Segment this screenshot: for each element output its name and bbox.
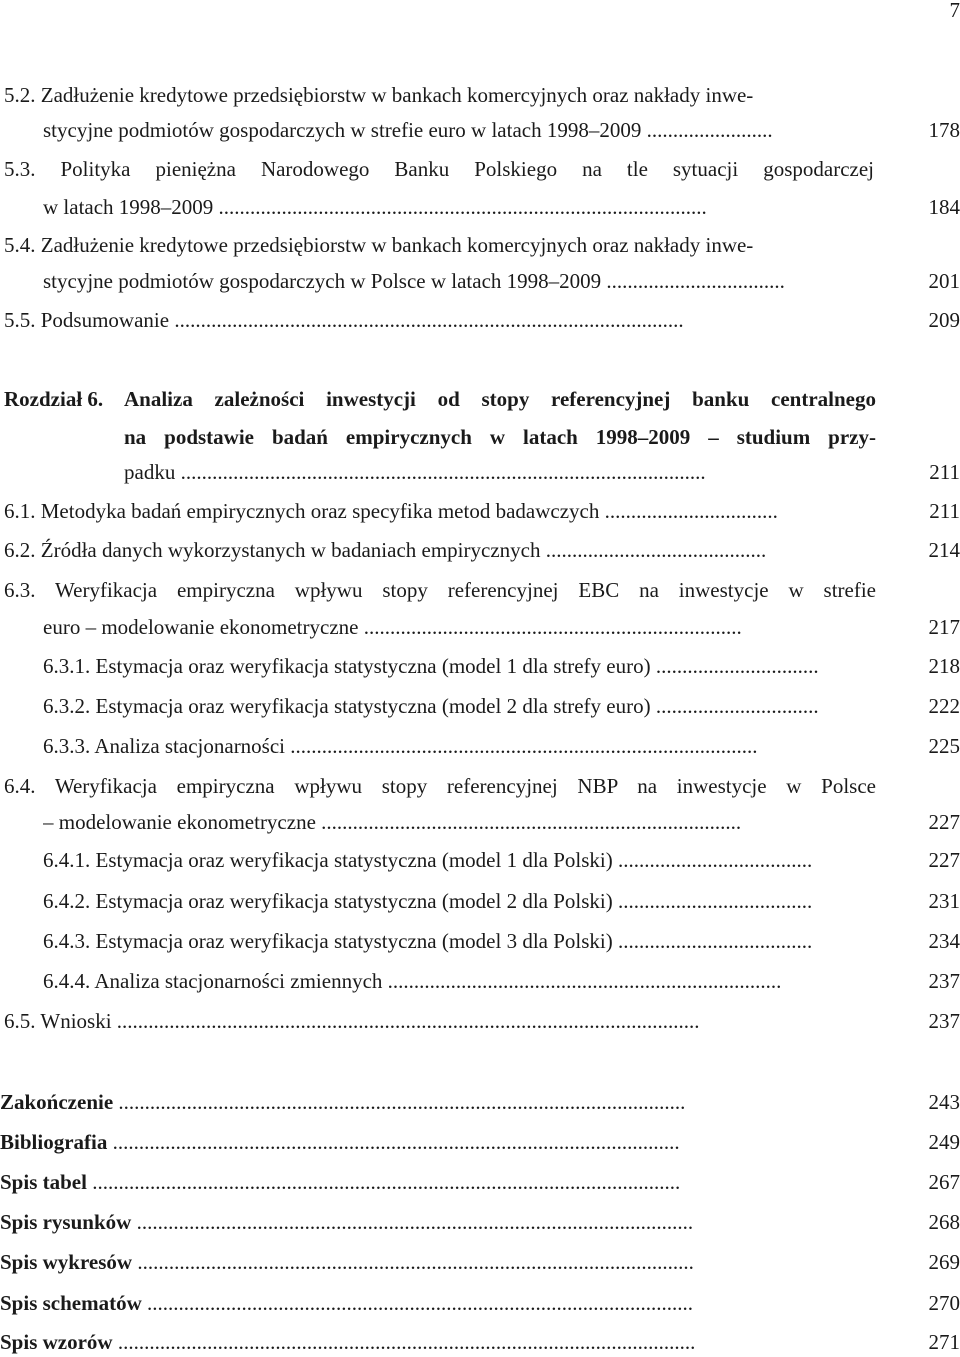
toc-entry-text: 5.4. Zadłużenie kredytowe przedsiębiorstw w bankach komercyjnych oraz nakłady inwe- xyxy=(4,233,754,257)
toc-entry-label: Zakończenie xyxy=(0,1090,114,1114)
toc-entry-text: euro – modelowanie ekonometryczne ........................................................................ xyxy=(43,615,742,639)
toc-entry-text: 6.2. Źródła danych wykorzystanych w badaniach empirycznych .......................................... xyxy=(4,538,767,562)
chapter-title: na podstawie badań empirycznych w latach 1998–2009 – studium przy- xyxy=(124,425,876,449)
toc-entry-6-4-1[interactable] xyxy=(0,845,960,875)
toc-entry-text xyxy=(0,1327,868,1357)
toc-entry-6-3-2[interactable] xyxy=(0,691,960,721)
toc-entry-text: 5.5. Podsumowanie ................................................................................................. xyxy=(4,308,684,332)
toc-bibliografia[interactable] xyxy=(0,1127,960,1157)
toc-page-number: 214 xyxy=(928,538,960,562)
toc-entry-5-2[interactable] xyxy=(0,80,960,110)
toc-page-number: 268 xyxy=(928,1210,960,1234)
toc-leader-dots: ................................................................................................................ xyxy=(92,1170,681,1194)
toc-entry-text: 6.3.1. Estymacja oraz weryfikacja statystyczna (model 1 dla strefy euro) ............................... xyxy=(43,654,819,678)
toc-entry-6-4-3[interactable] xyxy=(0,926,960,956)
toc-entry-text: w latach 1998–2009 ............................................................................................. xyxy=(43,195,707,219)
toc-entry-5-5[interactable] xyxy=(0,305,960,335)
toc-page-number: 237 xyxy=(928,1009,960,1033)
toc-entry-text: 6.4.1. Estymacja oraz weryfikacja statystyczna (model 1 dla Polski) ..................................... xyxy=(43,848,813,872)
toc-leader-dots: .............................................................................................................. xyxy=(117,1330,696,1354)
toc-leader-dots: ............................................................................................................ xyxy=(112,1130,680,1154)
toc-entry-5-3-cont[interactable] xyxy=(0,192,960,222)
toc-entry-text: – modelowanie ekonometryczne ................................................................................ xyxy=(43,810,742,834)
toc-chapter-6-cont[interactable] xyxy=(0,422,960,452)
toc-page-number: 227 xyxy=(928,810,960,834)
toc-page-number: 201 xyxy=(928,269,960,293)
toc-entry-5-4[interactable] xyxy=(0,230,960,260)
toc-entry-5-4-cont[interactable] xyxy=(0,266,960,296)
toc-entry-text xyxy=(0,1127,868,1157)
toc-entry-text: 6.1. Metodyka badań empirycznych oraz specyfika metod badawczych ................................. xyxy=(4,499,778,523)
toc-page-number: 269 xyxy=(928,1250,960,1274)
toc-entry-6-2[interactable] xyxy=(0,535,960,565)
toc-page-number: 227 xyxy=(928,848,960,872)
toc-entry-6-4-4[interactable] xyxy=(0,966,960,996)
toc-entry-text xyxy=(0,1167,868,1197)
toc-leader-dots: ........................................................................................................ xyxy=(147,1291,694,1315)
toc-entry-label: Spis wykresów xyxy=(0,1250,133,1274)
toc-entry-text: 5.2. Zadłużenie kredytowe przedsiębiorstw w bankach komercyjnych oraz nakłady inwe- xyxy=(4,83,754,107)
toc-entry-6-4-2[interactable] xyxy=(0,886,960,916)
toc-page-number: 267 xyxy=(928,1170,960,1194)
toc-entry-text xyxy=(0,1288,868,1318)
toc-page-number: 270 xyxy=(928,1291,960,1315)
toc-spis-wzorow[interactable] xyxy=(0,1327,960,1357)
toc-page-number: 243 xyxy=(928,1090,960,1114)
toc-entry-text: 6.4.4. Analiza stacjonarności zmiennych ........................................................................... xyxy=(43,969,782,993)
toc-entry-6-3-1[interactable] xyxy=(0,651,960,681)
toc-entry-text: 6.3. Weryfikacja empiryczna wpływu stopy referencyjnej EBC na inwestycje w strefie xyxy=(4,578,876,602)
toc-entry-6-5[interactable] xyxy=(0,1006,960,1036)
toc-entry-label: Bibliografia xyxy=(0,1130,108,1154)
toc-page-number: 211 xyxy=(929,499,960,523)
toc-chapter-6-cont2[interactable] xyxy=(0,457,960,487)
toc-entry-text: 6.3.3. Analiza stacjonarności ......................................................................................... xyxy=(43,734,758,758)
toc-entry-6-1[interactable] xyxy=(0,496,960,526)
toc-entry-text: 6.4.2. Estymacja oraz weryfikacja statystyczna (model 2 dla Polski) ..................................... xyxy=(43,889,813,913)
toc-page-number: 237 xyxy=(928,969,960,993)
toc-page-number: 234 xyxy=(928,929,960,953)
toc-spis-tabel[interactable] xyxy=(0,1167,960,1197)
toc-entry-text xyxy=(0,1087,868,1117)
toc-page-number: 225 xyxy=(928,734,960,758)
toc-entry-6-3-3[interactable] xyxy=(0,731,960,761)
toc-chapter-6[interactable] xyxy=(0,384,960,414)
toc-entry-text: stycyjne podmiotów gospodarczych w Polsce w latach 1998–2009 .................................. xyxy=(43,269,785,293)
toc-entry-label: Spis rysunków xyxy=(0,1210,132,1234)
toc-zakonczenie[interactable] xyxy=(0,1087,960,1117)
toc-page-number: 217 xyxy=(928,615,960,639)
toc-spis-rysunkow[interactable] xyxy=(0,1207,960,1237)
toc-entry-6-4-cont[interactable] xyxy=(0,807,960,837)
toc-entry-text: 6.3.2. Estymacja oraz weryfikacja statystyczna (model 2 dla strefy euro) ............................... xyxy=(43,694,819,718)
toc-entry-text: 6.5. Wnioski ............................................................................................................... xyxy=(4,1009,700,1033)
toc-leader-dots: .......................................................................................................... xyxy=(136,1210,694,1234)
toc-page-number: 178 xyxy=(928,118,960,142)
toc-entry-6-4[interactable] xyxy=(0,771,960,801)
chapter-title: padku .................................................................................................... xyxy=(124,460,706,484)
toc-entry-text: 6.4. Weryfikacja empiryczna wpływu stopy referencyjnej NBP na inwestycje w Polsce xyxy=(4,774,876,798)
toc-entry-label: Spis wzorów xyxy=(0,1330,113,1354)
toc-spis-schematow[interactable] xyxy=(0,1288,960,1318)
chapter-label: Rozdział 6. xyxy=(4,387,104,411)
toc-entry-text: 6.4.3. Estymacja oraz weryfikacja statystyczna (model 3 dla Polski) ..................................... xyxy=(43,929,813,953)
toc-entry-text: 5.3. Polityka pieniężna Narodowego Banku Polskiego na tle sytuacji gospodarczej xyxy=(4,157,874,181)
toc-page-number: 271 xyxy=(928,1330,960,1354)
toc-entry-text xyxy=(0,1207,868,1237)
toc-page-number: 218 xyxy=(928,654,960,678)
toc-leader-dots: ............................................................................................................ xyxy=(118,1090,686,1114)
toc-page-number: 249 xyxy=(928,1130,960,1154)
toc-page-number: 231 xyxy=(928,889,960,913)
toc-page-number: 222 xyxy=(928,694,960,718)
toc-page-number: 209 xyxy=(928,308,960,332)
toc-page-number: 184 xyxy=(928,195,960,219)
toc-spis-wykresow[interactable] xyxy=(0,1247,960,1277)
toc-entry-label: Spis schematów xyxy=(0,1291,142,1315)
toc-leader-dots: .......................................................................................................... xyxy=(137,1250,694,1274)
toc-entry-6-3[interactable] xyxy=(0,575,960,605)
toc-entry-text: stycyjne podmiotów gospodarczych w strefie euro w latach 1998–2009 ........................ xyxy=(43,118,773,142)
toc-entry-text xyxy=(0,1247,868,1277)
toc-entry-5-3[interactable] xyxy=(0,154,960,184)
page-number: 7 xyxy=(949,0,960,22)
toc-entry-5-2-cont[interactable] xyxy=(0,115,960,145)
toc-entry-label: Spis tabel xyxy=(0,1170,87,1194)
toc-entry-6-3-cont[interactable] xyxy=(0,612,960,642)
chapter-title: Analiza zależności inwestycji od stopy referencyjnej banku centralnego xyxy=(124,387,876,411)
toc-page-number: 211 xyxy=(929,460,960,484)
